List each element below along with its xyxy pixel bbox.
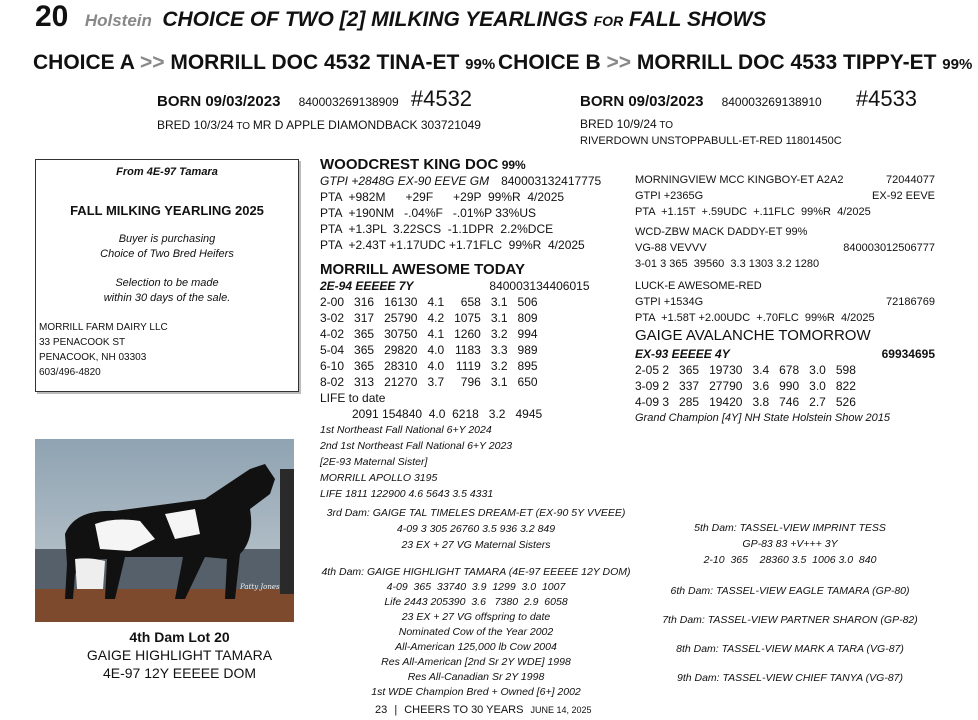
fourth-dam-line: 1st WDE Champion Bred + Owned [6+] 2002 bbox=[371, 686, 581, 698]
gaige-records-table bbox=[635, 362, 866, 410]
record-cell: 4.1 bbox=[427, 327, 445, 341]
choice-a-bred-to: TO bbox=[233, 121, 253, 132]
sire-pta-line: PTA +190NM -.04%F -.01%P 33%US bbox=[320, 206, 536, 220]
choice-b-tag: #4533 bbox=[855, 86, 918, 111]
luck-reg: 72186769 bbox=[886, 296, 935, 308]
luck-gtpi-line bbox=[635, 294, 935, 310]
box-line3: Selection to be made bbox=[115, 277, 219, 289]
dam-records-table bbox=[320, 294, 548, 390]
record-cell: 5-04 bbox=[320, 343, 345, 357]
record-cell: 3.6 bbox=[752, 379, 770, 393]
sire-pta-line: PTA +982M +29F +29P 99%R 4/2025 bbox=[320, 190, 565, 204]
record-cell: 337 bbox=[679, 379, 700, 393]
record-cell: 19420 bbox=[709, 395, 743, 409]
dam-note: MORRILL APOLLO 3195 bbox=[320, 472, 438, 484]
gaige-score-line bbox=[635, 346, 935, 362]
record-cell: 1119 bbox=[455, 359, 481, 373]
mack-name: WCD-ZBW MACK DADDY-ET 99% bbox=[635, 226, 808, 238]
dam-block bbox=[320, 262, 590, 502]
fourth-dam-line: 23 EX + 27 VG offspring to date bbox=[401, 611, 551, 623]
lot-title bbox=[162, 8, 766, 31]
mack-reg: 840003012506777 bbox=[843, 242, 935, 254]
record-cell: 29820 bbox=[384, 343, 418, 357]
choice-a-pct: 99% bbox=[465, 56, 496, 73]
third-dam-block bbox=[326, 505, 626, 553]
record-cell: 746 bbox=[779, 395, 800, 409]
record-cell: 3.0 bbox=[809, 363, 826, 377]
sale-info-box bbox=[35, 159, 299, 392]
box-from: From 4E-97 Tamara bbox=[116, 166, 218, 178]
choice-b-pct: 99% bbox=[942, 56, 973, 73]
record-cell: 4.0 bbox=[427, 359, 445, 373]
record-cell: 4.0 bbox=[427, 343, 445, 357]
record-cell: 19730 bbox=[709, 363, 743, 377]
record-cell: 2-05 2 bbox=[635, 363, 670, 377]
record-cell: 895 bbox=[517, 359, 538, 373]
record-cell: 3.3 bbox=[490, 343, 508, 357]
record-cell: 3.8 bbox=[752, 395, 770, 409]
third-dam-record: 4-09 3 305 26760 3.5 936 3.2 849 bbox=[396, 523, 556, 535]
fourth-dam-line: 4-09 365 33740 3.9 1299 3.0 1007 bbox=[386, 581, 566, 593]
record-cell: 4.1 bbox=[427, 295, 445, 309]
dam-life-line: 2091 154840 4.0 6218 3.2 4945 bbox=[352, 407, 543, 421]
choice-b-bred-sire: RIVERDOWN UNSTOPPABULL-ET-RED 11801450C bbox=[580, 135, 842, 147]
record-cell: 2-00 bbox=[320, 295, 345, 309]
dam-reg: 840003134406015 bbox=[489, 279, 590, 293]
footer-text: CHEERS TO 30 YEARS bbox=[404, 704, 524, 716]
kingboy-gtpi: GTPI +2365G bbox=[635, 190, 704, 202]
photo-caption-name: GAIGE HIGHLIGHT TAMARA bbox=[86, 647, 273, 663]
luck-gtpi: GTPI +1534G bbox=[635, 296, 704, 308]
sire-gtpi-line bbox=[320, 173, 601, 189]
dam-note: [2E-93 Maternal Sister] bbox=[320, 456, 428, 468]
record-cell: 3-02 bbox=[320, 311, 345, 325]
record-cell: 4-02 bbox=[320, 327, 345, 341]
choice-b-bred-to: TO bbox=[656, 120, 674, 131]
choice-a-born-line bbox=[157, 86, 472, 112]
footer-date: JUNE 14, 2025 bbox=[530, 705, 592, 715]
record-cell: 3.4 bbox=[752, 363, 770, 377]
lot-title-part-a: CHOICE OF TWO [2] MILKING YEARLINGS bbox=[162, 8, 594, 31]
breed-label: Holstein bbox=[84, 11, 152, 30]
photo-credit: Patty Jones bbox=[240, 583, 280, 591]
choice-b-arrows: >> bbox=[606, 51, 632, 74]
record-cell: 990 bbox=[779, 379, 800, 393]
record-cell: 1075 bbox=[454, 311, 481, 325]
box-line4: within 30 days of the sale. bbox=[103, 292, 231, 304]
record-cell: 30750 bbox=[384, 327, 418, 341]
fourth-dam-line: Res All-Canadian Sr 2Y 1998 bbox=[407, 671, 545, 683]
fourth-dam-title: 4th Dam: GAIGE HIGHLIGHT TAMARA (4E-97 EEEEE 12Y DOM) bbox=[321, 566, 631, 578]
fifth-dam-record: 2-10 365 28360 3.5 1006 3.0 840 bbox=[703, 554, 877, 566]
kingboy-reg: 72044077 bbox=[886, 174, 935, 186]
choice-a-reg: 840003269138909 bbox=[298, 95, 399, 109]
record-cell: 8-02 bbox=[320, 375, 345, 389]
mack-score: VG-88 VEVVV bbox=[635, 242, 707, 254]
fourth-dam-block bbox=[318, 565, 634, 700]
box-address-line: 33 PENACOOK ST bbox=[39, 337, 126, 348]
choice-a-name: MORRILL DOC 4532 TINA-ET bbox=[170, 51, 460, 74]
record-cell: 3.0 bbox=[809, 379, 826, 393]
record-cell: 994 bbox=[517, 327, 538, 341]
record-cell: 4-09 3 bbox=[635, 395, 670, 409]
fourth-dam-line: Nominated Cow of the Year 2002 bbox=[398, 626, 554, 638]
record-row bbox=[320, 358, 548, 374]
record-row bbox=[320, 374, 548, 390]
sire-pct: 99% bbox=[501, 158, 526, 172]
choice-b-label: CHOICE B bbox=[498, 51, 601, 74]
record-cell: 3.2 bbox=[490, 327, 508, 341]
sire-block bbox=[320, 157, 601, 253]
record-cell: 989 bbox=[517, 343, 538, 357]
record-cell: 3-09 2 bbox=[635, 379, 670, 393]
record-cell: 285 bbox=[679, 395, 700, 409]
choice-b-reg: 840003269138910 bbox=[721, 95, 822, 109]
box-line1: Buyer is purchasing bbox=[118, 233, 216, 245]
cow-photo-image bbox=[35, 439, 294, 622]
choice-a-heading bbox=[33, 51, 495, 75]
page-footer bbox=[375, 704, 592, 716]
fifth-dam-score: GP-83 83 +V+++ 3Y bbox=[742, 538, 838, 550]
box-headline: FALL MILKING YEARLING 2025 bbox=[70, 203, 264, 218]
dam-note: LIFE 1811 122900 4.6 5643 3.5 4331 bbox=[320, 488, 494, 500]
record-cell: 3.2 bbox=[490, 359, 508, 373]
kingboy-pta: PTA +1.15T +.59UDC +.11FLC 99%R 4/2025 bbox=[635, 206, 871, 218]
box-address-line: MORRILL FARM DAIRY LLC bbox=[39, 322, 168, 333]
choice-a-tag: #4532 bbox=[410, 86, 473, 111]
record-cell: 365 bbox=[679, 363, 700, 377]
box-address-line: PENACOOK, NH 03303 bbox=[39, 352, 147, 363]
record-cell: 526 bbox=[835, 395, 856, 409]
record-cell: 658 bbox=[460, 295, 481, 309]
sire-gtpi: GTPI +2848G EX-90 EEVE GM bbox=[320, 174, 490, 188]
kingboy-line bbox=[635, 172, 935, 188]
page-number: 23 bbox=[375, 704, 388, 716]
record-row bbox=[320, 310, 548, 326]
record-cell: 365 bbox=[354, 343, 375, 357]
record-cell: 28310 bbox=[384, 359, 418, 373]
fifth-dam-block bbox=[640, 520, 940, 568]
record-cell: 796 bbox=[460, 375, 481, 389]
record-cell: 3.7 bbox=[427, 375, 445, 389]
dam-6: 6th Dam: TASSEL-VIEW EAGLE TAMARA (GP-80) bbox=[670, 585, 910, 597]
record-cell: 678 bbox=[779, 363, 800, 377]
cow-photo bbox=[35, 439, 294, 622]
choice-b-bred-date: BRED 10/9/24 bbox=[580, 117, 657, 131]
box-selection-note bbox=[36, 276, 298, 306]
gaige-note: Grand Champion [4Y] NH State Holstein Show 2015 bbox=[635, 412, 890, 424]
choice-a-bred-sire: MR D APPLE DIAMONDBACK 303721049 bbox=[252, 118, 481, 132]
right-pedigree bbox=[635, 172, 935, 426]
choice-b-born-line bbox=[580, 86, 917, 112]
record-cell: 27790 bbox=[709, 379, 743, 393]
choice-b-bred bbox=[580, 117, 842, 148]
fourth-dam-line: Life 2443 205390 3.6 7380 2.9 6058 bbox=[384, 596, 568, 608]
record-row bbox=[635, 394, 866, 410]
record-row bbox=[320, 342, 548, 358]
record-cell: 21270 bbox=[384, 375, 418, 389]
box-address-line: 603/496-4820 bbox=[39, 367, 101, 378]
dam-notes bbox=[320, 422, 590, 502]
footer-separator: | bbox=[394, 704, 398, 716]
choice-b-name: MORRILL DOC 4533 TIPPY-ET bbox=[636, 51, 937, 74]
record-row bbox=[320, 326, 548, 342]
sire-pta-line: PTA +2.43T +1.17UDC +1.71FLC 99%R 4/2025 bbox=[320, 238, 585, 252]
lot-title-for: FOR bbox=[593, 13, 624, 29]
third-dam-note: 23 EX + 27 VG Maternal Sisters bbox=[401, 539, 551, 551]
dam-name: MORRILL AWESOME TODAY bbox=[320, 261, 526, 278]
box-purchase-note bbox=[36, 232, 298, 262]
dam-9: 9th Dam: TASSEL-VIEW CHIEF TANYA (VG-87) bbox=[677, 672, 903, 684]
kingboy-score: EX-92 EEVE bbox=[872, 190, 935, 202]
gaige-score: EX-93 EEEEE 4Y bbox=[635, 347, 730, 361]
record-cell: 598 bbox=[835, 363, 856, 377]
dam-life-label: LIFE to date bbox=[320, 391, 386, 405]
record-cell: 365 bbox=[354, 359, 375, 373]
choice-a-bred-date: BRED 10/3/24 bbox=[157, 118, 234, 132]
fourth-dam-line: All-American 125,000 lb Cow 2004 bbox=[395, 641, 557, 653]
record-cell: 3.1 bbox=[490, 311, 508, 325]
choice-a-label: CHOICE A bbox=[33, 51, 135, 74]
fifth-dam-title: 5th Dam: TASSEL-VIEW IMPRINT TESS bbox=[694, 522, 886, 534]
mack-record: 3-01 3 365 39560 3.3 1303 3.2 1280 bbox=[635, 258, 820, 270]
box-line2: Choice of Two Bred Heifers bbox=[100, 248, 234, 260]
record-cell: 2.7 bbox=[809, 395, 826, 409]
record-cell: 3.1 bbox=[490, 295, 508, 309]
record-cell: 822 bbox=[835, 379, 856, 393]
photo-caption bbox=[35, 628, 324, 682]
kingboy-name: MORNINGVIEW MCC KINGBOY-ET A2A2 bbox=[635, 174, 844, 186]
record-cell: 25790 bbox=[384, 311, 418, 325]
box-address bbox=[39, 320, 298, 380]
record-cell: 317 bbox=[354, 311, 375, 325]
choice-a-bred bbox=[157, 118, 481, 132]
dam-score-line bbox=[320, 278, 590, 294]
photo-caption-lot: 4th Dam Lot 20 bbox=[129, 629, 230, 645]
record-cell: 6-10 bbox=[320, 359, 345, 373]
sire-heading bbox=[320, 157, 601, 173]
record-cell: 316 bbox=[354, 295, 375, 309]
kingboy-gtpi-line bbox=[635, 188, 935, 204]
luck-name: LUCK-E AWESOME-RED bbox=[635, 280, 762, 292]
gaige-name: GAIGE AVALANCHE TOMORROW bbox=[635, 327, 871, 344]
record-cell: 313 bbox=[354, 375, 375, 389]
choice-a-arrows: >> bbox=[139, 51, 165, 74]
lot-number: 20 bbox=[35, 0, 69, 33]
choice-b-born: BORN 09/03/2023 bbox=[580, 93, 704, 110]
record-cell: 506 bbox=[517, 295, 538, 309]
dam-score: 2E-94 EEEEE 7Y bbox=[320, 279, 414, 293]
record-row bbox=[635, 378, 866, 394]
gaige-reg: 69934695 bbox=[881, 347, 935, 361]
dam-note: 2nd 1st Northeast Fall National 6+Y 2023 bbox=[320, 440, 513, 452]
photo-caption-score: 4E-97 12Y EEEEE DOM bbox=[102, 665, 257, 681]
lot-title-part-b: FALL SHOWS bbox=[623, 8, 767, 31]
record-cell: 16130 bbox=[384, 295, 418, 309]
more-dams bbox=[640, 577, 940, 693]
sire-reg: 840003132417775 bbox=[501, 174, 602, 188]
sire-name: WOODCREST KING DOC bbox=[320, 156, 499, 173]
record-cell: 3.1 bbox=[490, 375, 508, 389]
dam-8: 8th Dam: TASSEL-VIEW MARK A TARA (VG-87) bbox=[676, 643, 904, 655]
record-cell: 365 bbox=[354, 327, 375, 341]
fourth-dam-line: Res All-American [2nd Sr 2Y WDE] 1998 bbox=[381, 656, 571, 668]
sire-pta-line: PTA +1.3PL 3.22SCS -1.1DPR 2.2%DCE bbox=[320, 222, 554, 236]
dam-note: 1st Northeast Fall National 6+Y 2024 bbox=[320, 424, 492, 436]
third-dam-title: 3rd Dam: GAIGE TAL TIMELES DREAM-ET (EX-90 5Y VVEEE) bbox=[326, 507, 626, 519]
record-cell: 4.2 bbox=[427, 311, 445, 325]
luck-pta: PTA +1.58T +2.00UDC +.70FLC 99%R 4/2025 bbox=[635, 312, 875, 324]
record-row bbox=[320, 294, 548, 310]
record-cell: 809 bbox=[517, 311, 538, 325]
dam-7: 7th Dam: TASSEL-VIEW PARTNER SHARON (GP-82) bbox=[662, 614, 918, 626]
record-cell: 1183 bbox=[455, 343, 481, 357]
lot-header bbox=[35, 0, 766, 34]
mack-score-line bbox=[635, 240, 935, 256]
record-cell: 650 bbox=[517, 375, 538, 389]
choice-b-heading bbox=[498, 51, 972, 75]
record-row bbox=[635, 362, 866, 378]
record-cell: 1260 bbox=[454, 327, 481, 341]
choice-a-born: BORN 09/03/2023 bbox=[157, 93, 281, 110]
